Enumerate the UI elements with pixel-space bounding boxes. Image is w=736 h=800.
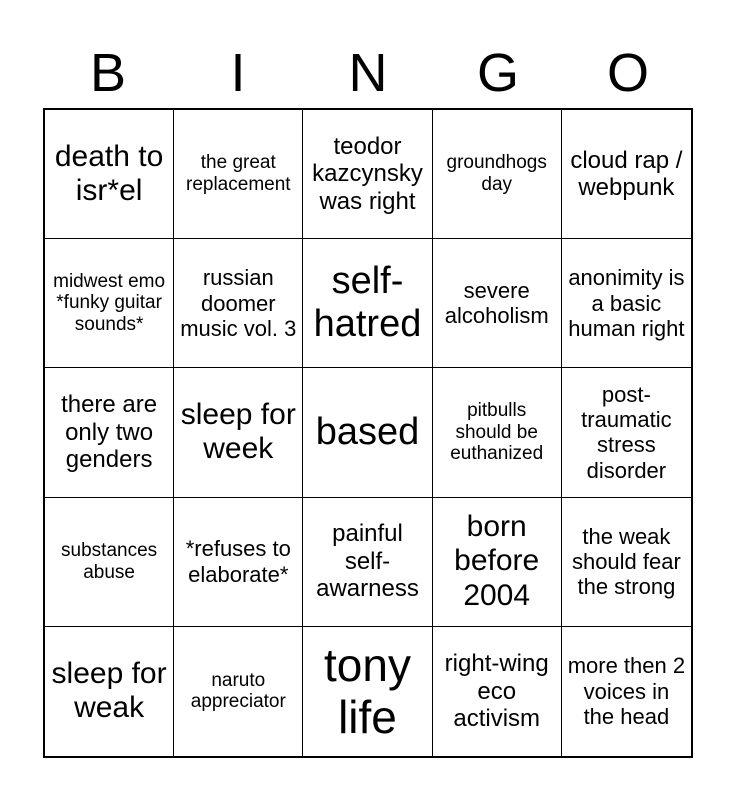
bingo-cell-text: pitbulls should be euthanized [450, 399, 544, 465]
bingo-cell-r4-c5[interactable] [562, 498, 691, 627]
bingo-cell-text: death to isr*el [54, 139, 164, 208]
bingo-cell-text: cloud rap / webpunk [570, 146, 683, 202]
bingo-cell-r3-c5[interactable] [562, 368, 691, 497]
bingo-cell-text: the great replacement [186, 152, 291, 196]
bingo-cell-r3-c3[interactable] [303, 368, 432, 497]
bingo-cell-text: *refuses to elaborate* [185, 536, 291, 587]
bingo-cell-text: anonimity is a basic human right [568, 265, 685, 341]
bingo-cell-r1-c4[interactable] [433, 110, 562, 239]
bingo-cell-r5-c5[interactable] [562, 627, 691, 756]
bingo-cell-r1-c2[interactable] [174, 110, 303, 239]
bingo-cell-text: midwest emo *funky guitar sounds* [53, 270, 166, 336]
bingo-cell-r1-c5[interactable] [562, 110, 691, 239]
bingo-cell-text: severe alcoholism [444, 277, 549, 329]
header-letter-i: I [230, 43, 246, 103]
bingo-cell-text: painful self-awarness [316, 520, 419, 603]
bingo-cell-text: more then 2 voices in the head [567, 653, 686, 730]
header-letter-g: G [476, 43, 519, 103]
bingo-cell-r2-c4[interactable] [433, 239, 562, 368]
header-letter-b: B [89, 43, 127, 103]
bingo-cell-text: there are only two genders [61, 391, 158, 474]
bingo-cell-r1-c3[interactable] [303, 110, 432, 239]
bingo-cell-r4-c2[interactable] [174, 498, 303, 627]
bingo-cell-r2-c2[interactable] [174, 239, 303, 368]
header-letter-o: O [606, 43, 649, 103]
bingo-cell-text: post-traumatic stress disorder [581, 381, 672, 483]
bingo-cell-r5-c3[interactable] [303, 627, 432, 756]
bingo-cell-text: substances abuse [61, 539, 158, 583]
bingo-cell-text: naruto appreciator [190, 669, 286, 713]
bingo-cell-text: teodor kazcynsky was right [312, 132, 423, 215]
bingo-cell-text: right-wing eco activism [444, 650, 549, 733]
bingo-cell-text: sleep for weak [51, 656, 167, 725]
bingo-cell-r2-c5[interactable] [562, 239, 691, 368]
bingo-cell-text: the weak should fear the strong [571, 523, 681, 600]
bingo-cell-r5-c2[interactable] [174, 627, 303, 756]
bingo-cell-r2-c3[interactable] [303, 239, 432, 368]
bingo-cell-text: russian doomer music vol. 3 [180, 265, 297, 341]
header-letter-n: N [348, 43, 388, 103]
bingo-cell-text: groundhogs day [446, 152, 547, 196]
bingo-cell-r5-c1[interactable] [45, 627, 174, 756]
bingo-cell-r3-c4[interactable] [433, 368, 562, 497]
bingo-header [43, 38, 693, 108]
bingo-cell-r4-c4[interactable] [433, 498, 562, 627]
bingo-cell-r3-c2[interactable] [174, 368, 303, 497]
bingo-cell-text: self-hatred [313, 259, 422, 346]
bingo-cell-r1-c1[interactable] [45, 110, 174, 239]
bingo-cell-r5-c4[interactable] [433, 627, 562, 756]
bingo-card-grid [43, 108, 693, 758]
bingo-cell-text: sleep for week [180, 397, 296, 466]
bingo-cell-text: born before 2004 [454, 509, 540, 612]
bingo-cell-r2-c1[interactable] [45, 239, 174, 368]
bingo-cell-r4-c1[interactable] [45, 498, 174, 627]
bingo-cell-text: tony life [324, 638, 411, 744]
bingo-cell-r3-c1[interactable] [45, 368, 174, 497]
bingo-cell-r4-c3[interactable] [303, 498, 432, 627]
bingo-cell-text: based [315, 410, 420, 453]
